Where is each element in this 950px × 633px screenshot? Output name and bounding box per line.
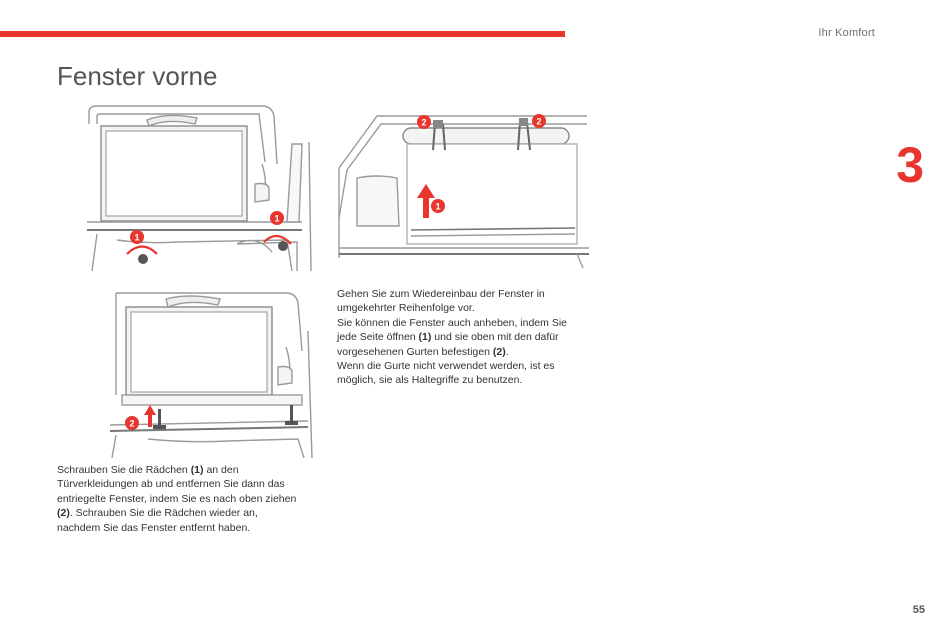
removal-text: . Schrauben Sie die Rädchen wieder an, nachdem Sie das Fenster entfernt haben. xyxy=(57,507,258,534)
strap-buckle-icon xyxy=(433,120,443,128)
door-window-illustration xyxy=(87,104,314,271)
callout-reference: (2) xyxy=(492,345,506,358)
callout-badge xyxy=(130,230,144,244)
svg-text:2: 2 xyxy=(129,418,135,429)
removal-text: Schrauben Sie die Rädchen xyxy=(57,464,191,476)
callout-badge xyxy=(532,114,546,128)
screw-wheel-icon xyxy=(138,254,148,264)
removal-instructions xyxy=(57,463,297,535)
figure-window-pull-up xyxy=(108,291,314,458)
chapter-number: 3 xyxy=(896,137,924,193)
window-pull-illustration xyxy=(108,291,314,458)
header-accent-bar xyxy=(0,31,565,37)
section-label: Ihr Komfort xyxy=(818,27,875,39)
svg-text:2: 2 xyxy=(421,117,427,128)
refit-instructions xyxy=(337,287,583,388)
strap-buckle-icon xyxy=(519,118,528,126)
figure-window-raised-straps xyxy=(337,108,589,270)
figure-door-window-removal xyxy=(87,104,314,271)
callout-badge xyxy=(431,199,445,213)
page-number: 55 xyxy=(912,604,925,616)
refit-paragraph-2-cont: und sie oben mit den dafür vorgesehenen Gurten befestigen xyxy=(337,331,559,358)
svg-text:1: 1 xyxy=(134,232,140,243)
svg-text:2: 2 xyxy=(536,116,542,127)
callout-reference: (2) xyxy=(57,507,70,520)
refit-paragraph-2-end: . xyxy=(505,345,509,358)
rotate-arrow-icon xyxy=(127,247,157,255)
raised-window-illustration xyxy=(337,108,589,270)
removal-text: an den Türverkleidungen ab und entfernen Sie dann das entriegelte Fenster, indem Sie es nach oben ziehen xyxy=(57,464,297,505)
callout-reference: (1) xyxy=(418,331,432,344)
callout-badge xyxy=(125,416,139,430)
svg-text:1: 1 xyxy=(435,201,441,212)
pin-icon xyxy=(285,421,298,425)
screw-wheel-icon xyxy=(278,241,288,251)
refit-paragraph-1: Gehen Sie zum Wiedereinbau der Fenster in umgekehrter Reihenfolge vor. xyxy=(337,288,545,315)
refit-paragraph-2: Sie können die Fenster auch anheben, indem Sie jede Seite öffnen xyxy=(337,316,567,344)
callout-badge xyxy=(417,115,431,129)
refit-paragraph-3: Wenn die Gurte nicht verwendet werden, ist es möglich, sie als Haltegriffe zu benutzen. xyxy=(337,360,555,387)
callout-badge xyxy=(270,211,284,225)
page-title: Fenster vorne xyxy=(57,61,218,91)
callout-reference: (1) xyxy=(190,464,204,476)
svg-text:1: 1 xyxy=(274,213,280,224)
pin-icon xyxy=(153,425,166,429)
